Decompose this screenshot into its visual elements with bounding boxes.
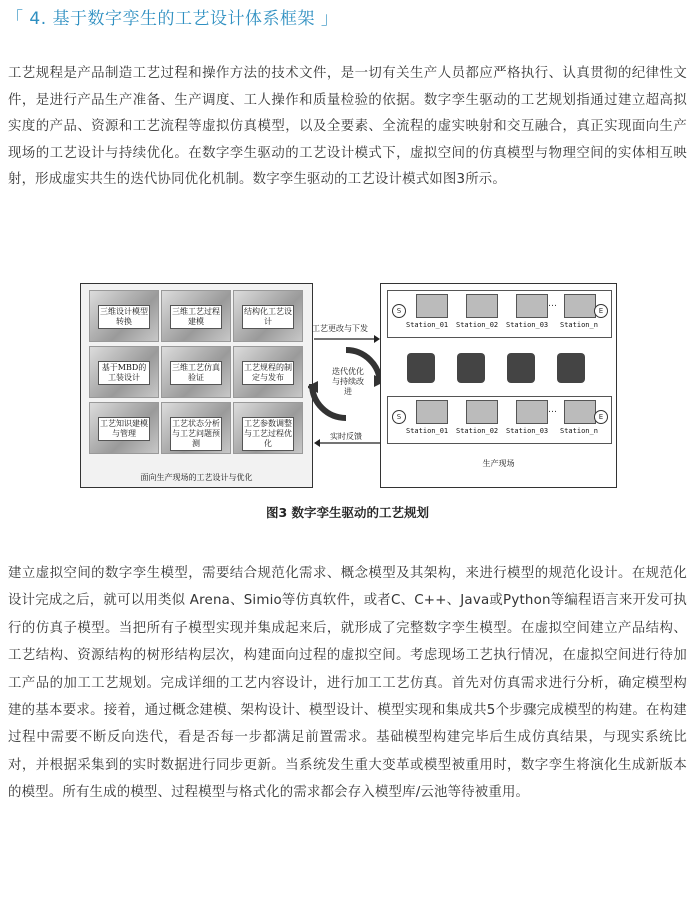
cycle-label: 迭代优化与持续改进 bbox=[332, 367, 364, 396]
figure-cell bbox=[161, 346, 231, 398]
station-icon bbox=[564, 294, 596, 318]
ellipsis: … bbox=[548, 405, 557, 415]
left-panel-label: 面向生产现场的工艺设计与优化 bbox=[140, 473, 253, 482]
cell-label: 工艺状态分析与工艺问题预测 bbox=[170, 417, 222, 451]
cell-label: 工艺参数调整与工艺过程优化 bbox=[242, 417, 294, 451]
station-icon bbox=[516, 400, 548, 424]
figure-cell bbox=[89, 346, 159, 398]
station-label: Station_01 bbox=[406, 321, 449, 329]
station-label: Station_n bbox=[560, 321, 598, 329]
station-icon bbox=[416, 294, 448, 318]
forklift-icon bbox=[457, 353, 485, 383]
left-panel bbox=[80, 283, 313, 488]
start-node: S bbox=[392, 410, 406, 424]
figure-3 bbox=[80, 283, 617, 488]
figure-cell bbox=[89, 402, 159, 454]
figure-cell bbox=[233, 346, 303, 398]
figure-cell bbox=[89, 290, 159, 342]
ellipsis: … bbox=[548, 299, 557, 309]
figure-cell bbox=[161, 290, 231, 342]
station-label: Station_02 bbox=[456, 321, 499, 329]
feedback-arrowhead bbox=[314, 439, 320, 447]
cell-label: 基于MBD的工装设计 bbox=[98, 361, 150, 385]
forklift-icon bbox=[507, 353, 535, 383]
figure-caption: 图3 数字孪生驱动的工艺规划 bbox=[265, 505, 430, 520]
cell-label: 三维工艺仿真验证 bbox=[170, 361, 222, 385]
production-lane-bottom bbox=[387, 396, 612, 444]
cell-label: 三维工艺过程建模 bbox=[170, 305, 222, 329]
paragraph-body: 建立虚拟空间的数字孪生模型，需要结合规范化需求、概念模型及其架构，来进行模型的规范化设计。在规范化设计完成之后，就可以用类似 Arena、Simio等仿真软件，或者C、C++、Java或Python等编程语言来开发可执行的仿真子模型。当把所有子模型实现并集成起来后，就形成了完整数字孪生模型。在虚拟空间建立产品结构、工艺结构、资源结构的树形结构层次，构建面向过程的虚拟空间。考虑现场工艺执行情况，在虚拟空间进行待加工产品的加工工艺规划。完成详细的工艺内容设计，进行加工工艺仿真。首先对仿真需求进行分析，确定模型构建的基本要求。接着，通过概念建模、架构设计、模型设计、模型实现和集成共5个步骤完成模型的构建。在构建过程中需要不断反向迭代，看是否每一步都满足前置需求。基础模型构建完毕后生成仿真结果，与现实系统比对，并根据采集到的实时数据进行同步更新。当系统发生重大变革或模型被重用时，数字孪生将演化生成新版本的模型。所有生成的模型、过程模型与格式化的需求都会存入模型库/云池等待被重用。 bbox=[8, 566, 687, 801]
station-icon bbox=[564, 400, 596, 424]
station-label: Station_n bbox=[560, 427, 598, 435]
production-lane-top bbox=[387, 290, 612, 338]
figure-cell bbox=[233, 402, 303, 454]
right-panel bbox=[380, 283, 617, 488]
paragraph-intro: 工艺规程是产品制造工艺过程和操作方法的技术文件，是一切有关生产人员都应严格执行、认真贯彻的纪律性文件，是进行产品生产准备、生产调度、工人操作和质量检验的依据。数字孪生驱动的工艺规划指通过建立超高拟实度的产品、资源和工艺流程等虚拟仿真模型，以及全要素、全流程的虚实映射和交互融合，真正实现面向生产现场的工艺设计与持续优化。在数字孪生驱动的工艺设计模式下，虚拟空间的仿真模型与物理空间的实体相互映射，形成虚实共生的迭代协同优化机制。数字孪生驱动的工艺设计模式如图3所示。 bbox=[8, 66, 687, 187]
station-label: Station_02 bbox=[456, 427, 499, 435]
start-node: S bbox=[392, 304, 406, 318]
section-heading: 「 4. 基于数字孪生的工艺设计体系框架 」 bbox=[6, 9, 339, 29]
station-icon bbox=[416, 400, 448, 424]
station-icon bbox=[516, 294, 548, 318]
station-label: Station_03 bbox=[506, 321, 549, 329]
station-icon bbox=[466, 294, 498, 318]
cell-label: 结构化工艺设计 bbox=[242, 305, 294, 329]
bottom-arrow-label: 实时反馈 bbox=[330, 432, 362, 441]
station-icon bbox=[466, 400, 498, 424]
cell-label: 工艺知识建模与管理 bbox=[98, 417, 150, 441]
top-arrow-label: 工艺更改与下发 bbox=[312, 324, 368, 333]
forklift-icon bbox=[407, 353, 435, 383]
end-node: E bbox=[594, 410, 608, 424]
end-node: E bbox=[594, 304, 608, 318]
cell-label: 工艺规程的制定与发布 bbox=[242, 361, 294, 385]
figure-cell bbox=[161, 402, 231, 454]
cell-label: 三维设计模型转换 bbox=[98, 305, 150, 329]
station-label: Station_03 bbox=[506, 427, 549, 435]
right-panel-label: 生产现场 bbox=[482, 459, 515, 468]
station-label: Station_01 bbox=[406, 427, 449, 435]
forklift-icon bbox=[557, 353, 585, 383]
figure-cell bbox=[233, 290, 303, 342]
